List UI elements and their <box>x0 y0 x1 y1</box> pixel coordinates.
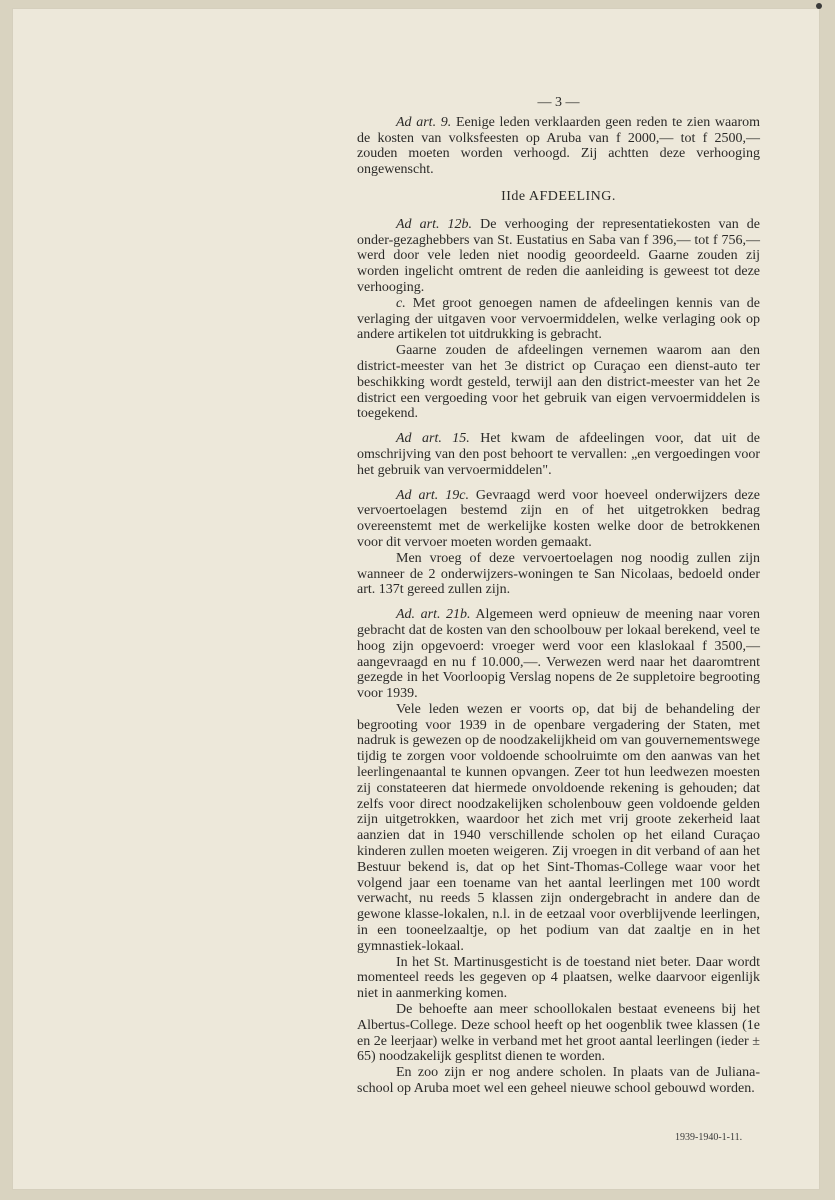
paragraph-vervoertoelagen: Men vroeg of deze vervoertoelagen nog noodig zullen zijn wanneer de 2 onderwijzers-woningen te San Nicolaas, bedoeld onder art. 137t gereed zullen zijn. <box>357 550 760 598</box>
article-label: Ad art. 12b. <box>396 216 473 232</box>
paragraph-schoolruimte: Vele leden wezen er voorts op, dat bij de behandeling der begrooting voor 1939 in de openbare vergadering der Staten, met nadruk is gewezen op de noodzakelijkheid om van gouvernementswege tijdig te zorgen voor voldoende schoolruimte om den aanwas van het leerlingenaantal te kunnen opvangen. Zeer tot hun leedwezen moesten zij constateeren dat hiermede onvoldoende rekening is gehouden; dat zelfs voor direct noodzakelijken scholenbouw geen voldoende gelden zijn uitgetrokken, waardoor het zich met vrij groote zekerheid laat aanzien dat in 1940 verschillende scholen op het eiland Curaçao kinderen zullen moeten weigeren. Zij vroegen in dit verband of aan het Bestuur bekend is, dat op het Sint-Thomas-College waar voor het volgend jaar een toename van het aantal leerlingen met 100 wordt verwacht, nu reeds 5 klassen zijn ondergebracht in andere dan de gewone klasse-lokalen, n.l. in de eetzaal voor overblijvende leerlingen, in een tooneelzaaltje, op het podium van dat zaaltje en in het gymnastiek-lokaal. <box>357 701 760 954</box>
section-heading: IIde AFDEELING. <box>501 188 616 204</box>
paragraph-ad-art-15: Ad art. 15. Het kwam de afdeelingen voor, dat uit de omschrijving van den post behoort te vervallen: „en vergoedingen voor het gebruik van vervoermiddelen". <box>357 431 761 478</box>
paragraph-ad-art-12c: c. Met groot genoegen namen de afdeelingen kennis van de verlaging der uitgaven voor vervoermiddelen, welke verlaging ook op andere artikelen tot uitdrukking is gebracht. <box>357 295 760 343</box>
paragraph-andere-scholen: En zoo zijn er nog andere scholen. In plaats van de Juliana-school op Aruba moet wel een geheel nieuwe school gebouwd worden. <box>357 1065 760 1097</box>
article-label: Ad art. 15. <box>396 431 470 447</box>
paragraph-ad-art-19c: Ad art. 19c. Gevraagd werd voor hoeveel onderwijzers deze vervoertoelagen bestemd zijn en of het uitgetrokken bedrag overeenstemt met de werkelijke kosten welke door de betrokkenen voor dit vervoer moeten worden gemaakt. <box>357 487 760 550</box>
footer-code: 1939-1940-1-11. <box>675 1132 743 1143</box>
body-text <box>357 95 760 1097</box>
paragraph-district-meester: Gaarne zouden de afdeelingen vernemen waarom aan den district-meester van het 3e district op Curaçao een dienst-auto ter beschikking wordt gesteld, terwijl aan den district-meester van het 2e district een vergoeding voor het gebruik van eigen vervoermiddelen is toegekend. <box>357 343 760 422</box>
paragraph-ad-art-9: Ad art. 9. Eenige leden verklaarden geen reden te zien waarom de kosten van volksfeesten op Aruba van f 2000,— tot f 2500,— zouden moeten worden verhoogd. Zij achtten deze verhooging ongewenscht. <box>357 114 760 178</box>
paragraph-ad-art-12b: Ad art. 12b. De verhooging der representatiekosten van de onder-gezaghebbers van St. Eustatius en Saba van f 396,— tot f 756,— werd door vele leden niet noodig geoordeeld. Gaarne zouden zij worden ingelicht omtrent de reden die aanleiding is geweest tot deze verhooging. <box>357 216 760 295</box>
paragraph-albertus-college: De behoefte aan meer schoollokalen bestaat eveneens bij het Albertus-College. Deze school heeft op het oogenblik twee klassen (1e en 2e leerjaar) welke in verband met het groot aantal leerlingen (ieder ± 65) noodzakelijk gesplitst dienen te worden. <box>357 1002 760 1065</box>
paragraph-ad-art-21b: Ad. art. 21b. Algemeen werd opnieuw de meening naar voren gebracht dat de kosten van den schoolbouw per lokaal berekend, veel te hoog zijn opgevoerd: vroeger werd voor een klaslokaal f 3500,— aangevraagd en nu f 10.000,—. Verwezen werd naar het daaromtrent gezegde in het Voorloopig Verslag nopens de 2e suppletoire begrooting voor 1939. <box>357 607 760 702</box>
article-label: Ad art. 19c. <box>396 487 469 503</box>
page-number: — 3 — <box>537 95 580 110</box>
corner-mark <box>816 3 822 9</box>
article-label: Ad. art. 21b. <box>396 607 471 623</box>
paragraph-st-martinusgesticht: In het St. Martinusgesticht is de toestand niet beter. Daar wordt momenteel reeds les gegeven op 4 plaatsen, welke daarvoor eigenlijk niet in aanmerking komen. <box>357 954 760 1002</box>
article-label: Ad art. 9. <box>396 114 452 130</box>
article-label: c. <box>396 295 406 311</box>
